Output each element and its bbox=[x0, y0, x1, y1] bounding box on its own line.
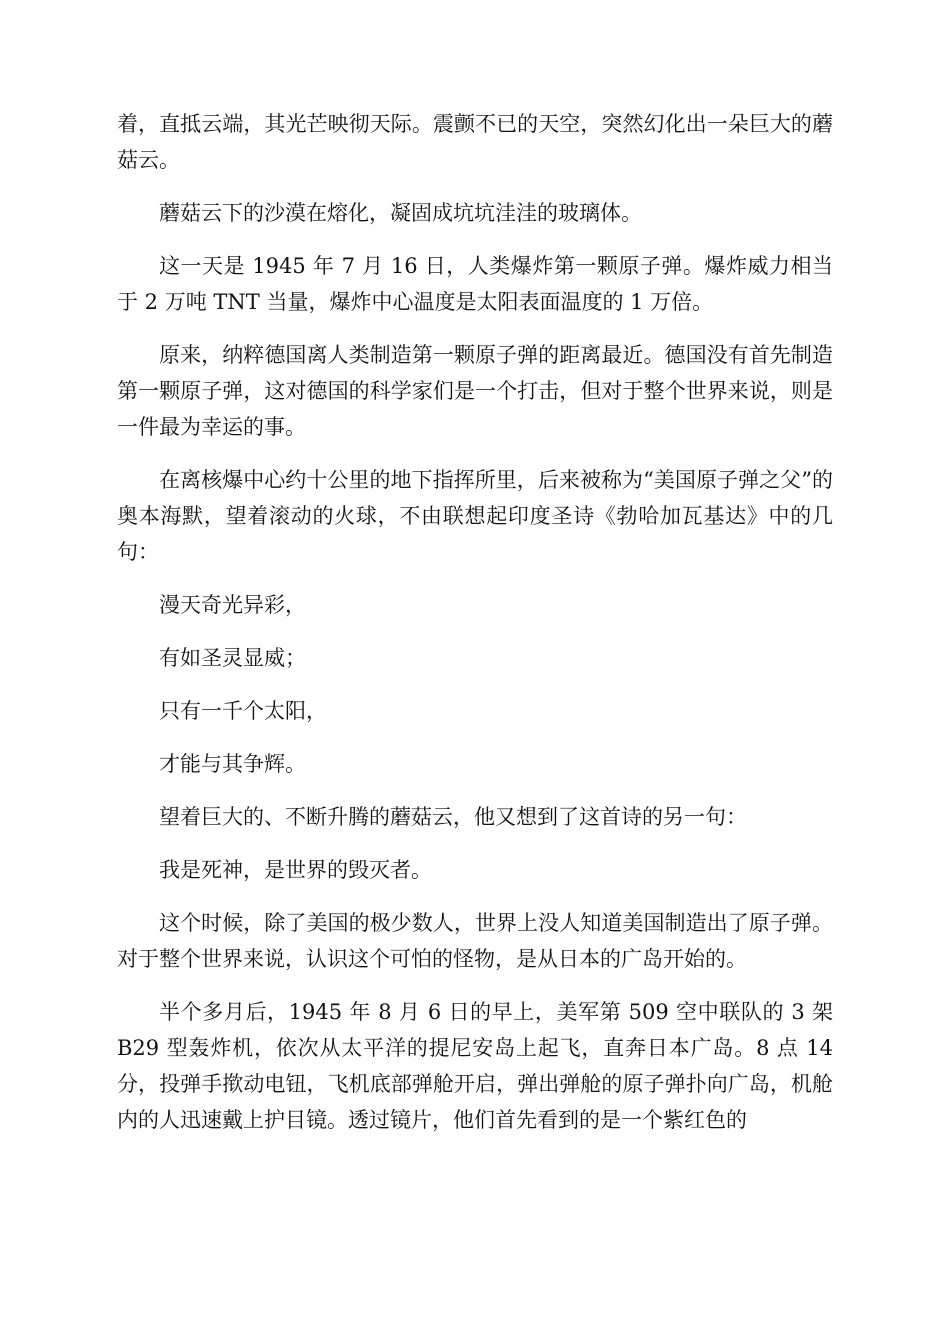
poem-line: 漫天奇光异彩， bbox=[159, 593, 306, 617]
poem-line: 有如圣灵显威； bbox=[159, 646, 306, 670]
paragraph: 蘑菇云下的沙漠在熔化，凝固成坑坑洼洼的玻璃体。 bbox=[159, 201, 642, 225]
document-body bbox=[117, 106, 833, 1155]
paragraph: 这个时候，除了美国的极少数人，世界上没人知道美国制造出了原子弹。对于整个世界来说，认识这个可怕的怪物，是从日本的广岛开始的。 bbox=[117, 911, 833, 971]
paragraph: 在离核爆中心约十公里的地下指挥所里，后来被称为“美国原子弹之父”的奥本海默，望着滚动的火球，不由联想起印度圣诗《勃哈加瓦基达》中的几句： bbox=[117, 468, 833, 564]
quote-line: 我是死神，是世界的毁灭者。 bbox=[159, 858, 432, 882]
poem-line: 才能与其争辉。 bbox=[159, 752, 306, 776]
paragraph-continuation: 着，直抵云端，其光芒映彻天际。震颤不已的天空，突然幻化出一朵巨大的蘑菇云。 bbox=[117, 112, 833, 172]
poem-line: 只有一千个太阳， bbox=[159, 699, 327, 723]
paragraph: 望着巨大的、不断升腾的蘑菇云，他又想到了这首诗的另一句： bbox=[159, 805, 747, 829]
paragraph: 半个多月后，1945 年 8 月 6 日的早上，美军第 509 空中联队的 3 架 B29 型轰炸机，依次从太平洋的提尼安岛上起飞，直奔日本广岛。8 点 14 分，投弹手揿动电钮，飞机底部弹舱开启，弹出弹舱的原子弹扑向广岛，机舱内的人迅速戴上护目镜。透过镜片，他们首先看到的是一个紫红色的 bbox=[117, 1000, 833, 1132]
paragraph: 原来，纳粹德国离人类制造第一颗原子弹的距离最近。德国没有首先制造第一颗原子弹，这对德国的科学家们是一个打击，但对于整个世界来说，则是一件最为幸运的事。 bbox=[117, 343, 833, 439]
paragraph: 这一天是 1945 年 7 月 16 日，人类爆炸第一颗原子弹。爆炸威力相当于 2 万吨 TNT 当量，爆炸中心温度是太阳表面温度的 1 万倍。 bbox=[117, 254, 833, 314]
